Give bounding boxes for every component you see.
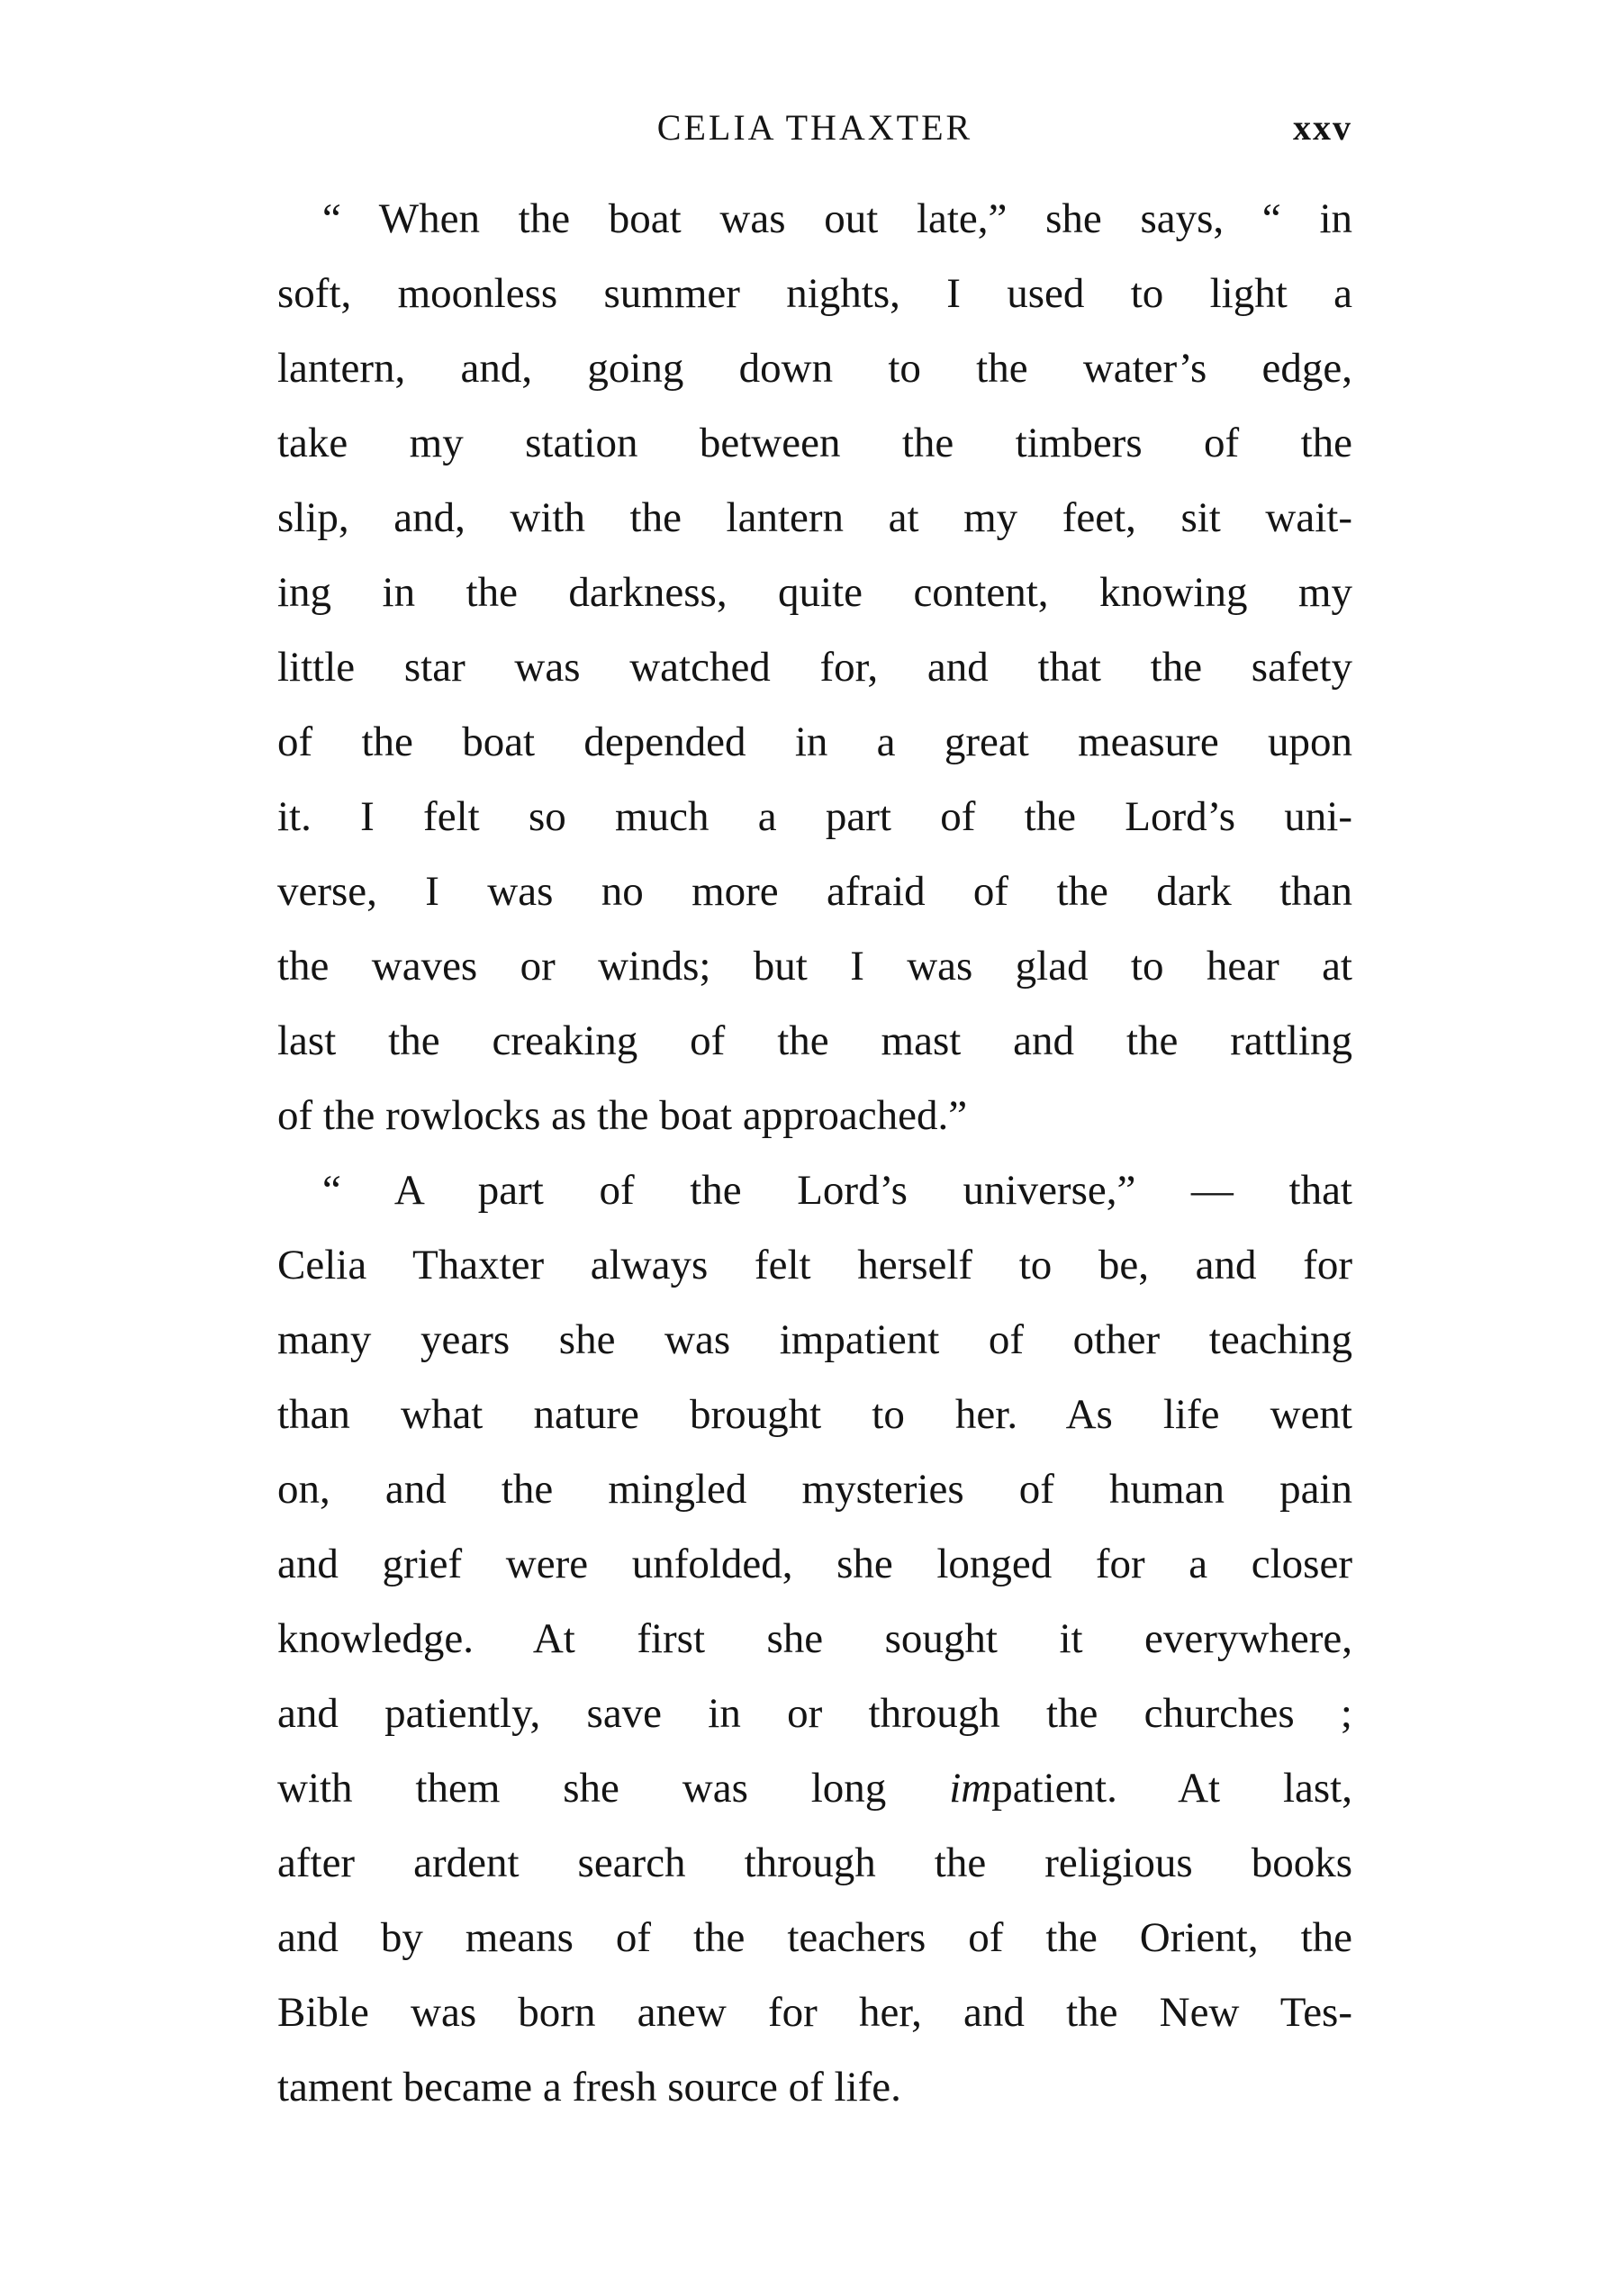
text-line: verse, I was no more afraid of the dark than	[277, 868, 1352, 915]
text-line: Celia Thaxter always felt herself to be, and for	[277, 1242, 1352, 1288]
text-line: and patiently, save in or through the churches ;	[277, 1690, 1352, 1737]
paragraph	[277, 1153, 1352, 2125]
text-line: take my station between the timbers of the	[277, 420, 1352, 466]
running-title: CELIA THAXTER	[656, 107, 973, 148]
text-line: and by means of the teachers of the Orient, the	[277, 1914, 1352, 1961]
text-line: last the creaking of the mast and the rattling	[277, 1017, 1352, 1064]
running-head	[277, 101, 1352, 155]
page-number: xxv	[1293, 107, 1352, 148]
text-line: it. I felt so much a part of the Lord’s uni-	[277, 793, 1352, 840]
text-line: “ When the boat was out late,” she says, “ in	[322, 195, 1352, 242]
text-line: “ A part of the Lord’s universe,” — that	[322, 1167, 1352, 1214]
text-line: soft, moonless summer nights, I used to light a	[277, 270, 1352, 317]
italic-emphasis: im	[949, 1765, 992, 1812]
text-line: the waves or winds; but I was glad to hear at	[277, 943, 1352, 990]
text-line: than what nature brought to her. As life went	[277, 1391, 1352, 1438]
text-segment: with them she was long	[277, 1765, 950, 1812]
text-line: little star was watched for, and that the safety	[277, 644, 1352, 691]
text-line: of the boat depended in a great measure upon	[277, 719, 1352, 765]
text-line: lantern, and, going down to the water’s edge,	[277, 345, 1352, 392]
text-line: on, and the mingled mysteries of human pain	[277, 1466, 1352, 1513]
text-line: knowledge. At first she sought it everywhere,	[277, 1615, 1352, 1662]
body-text	[277, 182, 1352, 2125]
text-line: Bible was born anew for her, and the New Tes-	[277, 1989, 1352, 2036]
paragraph	[277, 182, 1352, 1153]
text-line: of the rowlocks as the boat approached.”	[277, 1092, 968, 1139]
text-line: tament became a fresh source of life.	[277, 2064, 901, 2111]
text-line: after ardent search through the religious books	[277, 1840, 1352, 1886]
text-line: slip, and, with the lantern at my feet, sit wait-	[277, 494, 1352, 541]
text-line	[277, 1751, 1352, 1826]
text-line: many years she was impatient of other teaching	[277, 1316, 1352, 1363]
text-line: and grief were unfolded, she longed for a closer	[277, 1541, 1352, 1587]
text-segment: patient. At last,	[991, 1765, 1352, 1812]
text-line: ing in the darkness, quite content, knowing my	[277, 569, 1352, 616]
